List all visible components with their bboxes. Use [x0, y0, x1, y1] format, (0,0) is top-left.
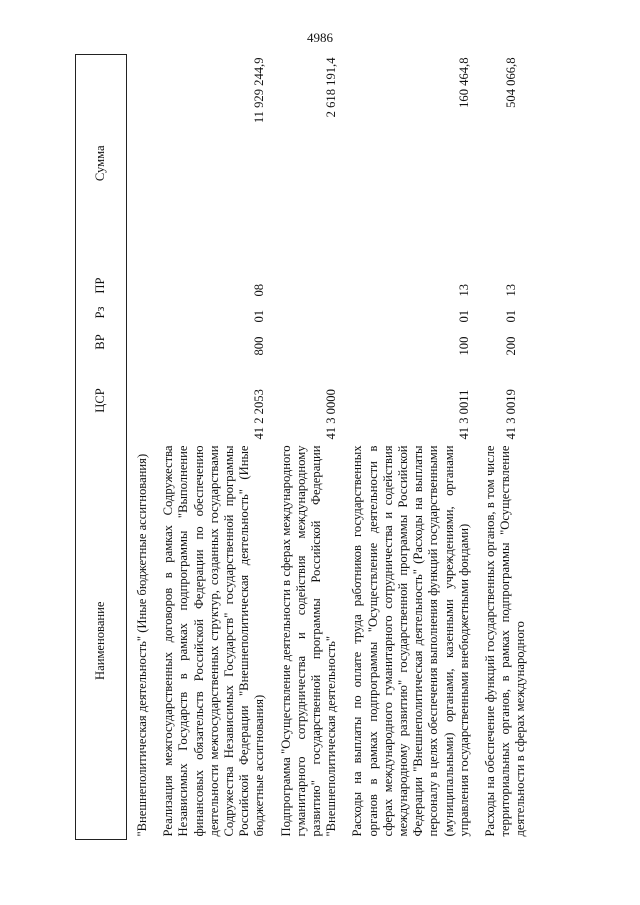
header-name: Наименование: [76, 443, 127, 840]
row-pr: [127, 272, 160, 300]
row-pr: 13: [456, 283, 471, 297]
row-vr: 100: [456, 336, 471, 356]
table-row: [159, 55, 276, 840]
row-csr: 41 3 0019: [504, 389, 519, 440]
header-csr: ЦСР: [76, 359, 127, 443]
row-rz: [127, 300, 160, 326]
row-sum: 504 066,8: [504, 57, 519, 108]
row-sum: 2 618 191,4: [324, 57, 339, 118]
row-vr: [127, 326, 160, 359]
header-vr: ВР: [76, 326, 127, 359]
header-sum: Сумма: [76, 55, 127, 272]
header-rz: Рз: [76, 300, 127, 326]
budget-table: [75, 54, 529, 840]
row-rz: 01: [504, 309, 519, 323]
table-row: [127, 55, 160, 840]
row-name: Реализация межгосударственных договоров в рамках Содружества Независимых Государств в рамках подпрограммы "Выполнение финансовых обязательств Российской Федерации по обеспечению деятельности межгосударственных структур, созданных государствами Содружества Независимых Государств" государственной программы Российской Федерации "Внешнеполитическая деятельность" (Иные бюджетные ассигнования): [161, 445, 267, 837]
row-pr: 08: [252, 283, 267, 297]
row-csr: 41 2 2053: [252, 389, 267, 440]
table-row: [481, 55, 529, 840]
row-rz: [277, 300, 349, 326]
row-csr: [127, 359, 160, 443]
row-pr: 13: [504, 283, 519, 297]
row-csr: 41 3 0011: [456, 389, 471, 440]
row-rz: 01: [252, 309, 267, 323]
row-pr: [277, 272, 349, 300]
rotated-page-content: [75, 55, 625, 840]
table-row: [277, 55, 349, 840]
row-name: Расходы на обеспечение функций государственных органов, в том числе территориальных органов, в рамках подпрограммы "Осуществление деятельности в сферах международного: [483, 445, 528, 837]
row-vr: [277, 326, 349, 359]
table-header-row: [76, 55, 127, 840]
table-row: [348, 55, 481, 840]
row-sum: 11 929 244,9: [252, 57, 267, 124]
row-sum: [127, 55, 160, 272]
page-number: 4986: [307, 30, 333, 45]
row-name: Расходы на выплаты по оплате труда работников государственных органов в рамках подпрограммы "Осуществление деятельности в сферах международного гуманитарного сотрудничества и содействия международному развитию" государственной программы Российской Федерации "Внешнеполитическая деятельность" (Расходы на выплаты персоналу в целях обеспечения выполнения функций государственными (муниципальными) органами, казенными учреждениями, органами управления государственными внебюджетными фондами): [350, 445, 471, 837]
row-name: Подпрограмма "Осуществление деятельности в сферах международного гуманитарного сотрудничества и содействия международному развитию" государственной программы Российской Федерации "Внешнеполитическая деятельность": [278, 445, 339, 837]
row-name: "Внешнеполитическая деятельность" (Иные бюджетные ассигнования): [135, 453, 149, 837]
row-sum: 160 464,8: [456, 57, 471, 108]
header-pr: ПР: [76, 272, 127, 300]
row-vr: 800: [252, 336, 267, 356]
row-vr: 200: [504, 336, 519, 356]
row-rz: 01: [456, 309, 471, 323]
row-csr: 41 3 0000: [324, 389, 339, 440]
